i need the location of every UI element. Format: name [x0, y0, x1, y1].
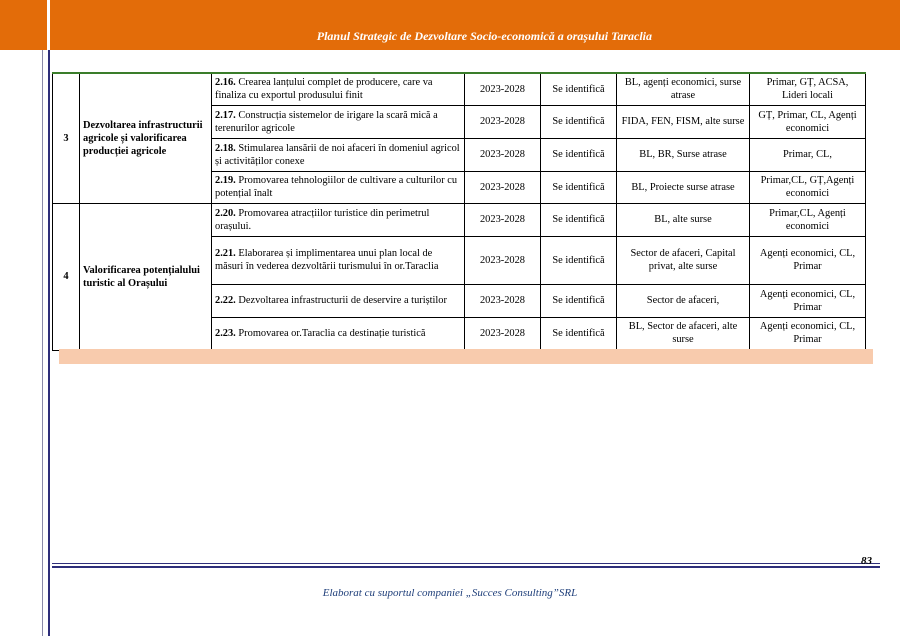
- page-number: 83: [861, 555, 872, 567]
- funding-cell: Se identifică: [541, 171, 617, 203]
- action-text: Crearea lanțului complet de producere, care va finaliza cu exportul produsului finit: [215, 77, 433, 102]
- sources-cell: Sector de afaceri, Capital privat, alte surse: [617, 236, 750, 284]
- action-cell: [212, 203, 465, 236]
- footer-rule-thin: [52, 563, 880, 564]
- sources-cell: BL, Proiecte surse atrase: [617, 171, 750, 203]
- action-text: Elaborarea și implimentarea unui plan local de măsuri în vederea dezvoltării turismului în or.Taraclia: [215, 248, 439, 272]
- action-code: 2.18.: [215, 142, 236, 154]
- action-code: 2.17.: [215, 109, 236, 121]
- action-text: Dezvoltarea infrastructurii de deservire a turiștilor: [235, 295, 447, 306]
- responsible-cell: Agenți economici, CL, Primar: [750, 284, 866, 317]
- period-cell: 2023-2028: [465, 284, 541, 317]
- action-text: Promovarea tehnologiilor de cultivare a culturilor cu potențial înalt: [215, 175, 458, 199]
- sources-cell: BL, alte surse: [617, 203, 750, 236]
- action-cell: [212, 171, 465, 203]
- responsible-cell: Primar, GȚ, ACSA, Lideri locali: [750, 73, 866, 105]
- period-cell: 2023-2028: [465, 203, 541, 236]
- action-code: 2.20.: [215, 207, 236, 219]
- action-text: Construcția sistemelor de irigare la scară mică a terenurilor agricole: [215, 109, 438, 134]
- sources-cell: FIDA, FEN, FISM, alte surse: [617, 105, 750, 138]
- group-number: 4: [53, 203, 80, 350]
- action-code: 2.16.: [215, 77, 236, 89]
- group-number: 3: [53, 73, 80, 203]
- funding-cell: Se identifică: [541, 73, 617, 105]
- action-text: Promovarea atracțiilor turistice din perimetrul orașului.: [215, 207, 430, 232]
- funding-cell: Se identifică: [541, 317, 617, 350]
- responsible-cell: Agenți economici, CL, Primar: [750, 317, 866, 350]
- responsible-cell: Agenți economici, CL, Primar: [750, 236, 866, 284]
- funding-cell: Se identifică: [541, 105, 617, 138]
- strategic-area: Valorificarea potențialului turistic al Orașului: [80, 203, 212, 350]
- sources-cell: Sector de afaceri,: [617, 284, 750, 317]
- action-code: 2.23.: [215, 327, 236, 339]
- action-code: 2.21.: [215, 248, 236, 259]
- funding-cell: Se identifică: [541, 236, 617, 284]
- funding-cell: Se identifică: [541, 203, 617, 236]
- action-cell: [212, 284, 465, 317]
- sources-cell: BL, Sector de afaceri, alte surse: [617, 317, 750, 350]
- footer-rule-thick: [52, 566, 880, 568]
- action-cell: [212, 138, 465, 171]
- table-row: [53, 73, 866, 105]
- sources-cell: BL, BR, Surse atrase: [617, 138, 750, 171]
- table-row: [53, 203, 866, 236]
- period-cell: 2023-2028: [465, 317, 541, 350]
- action-code: 2.19.: [215, 175, 236, 186]
- action-code: 2.22.: [215, 295, 236, 306]
- period-cell: 2023-2028: [465, 171, 541, 203]
- strategic-area: Dezvoltarea infrastructurii agricole și valorificarea producției agricole: [80, 73, 212, 203]
- sources-cell: BL, agenți economici, surse atrase: [617, 73, 750, 105]
- period-cell: 2023-2028: [465, 138, 541, 171]
- period-cell: 2023-2028: [465, 73, 541, 105]
- action-cell: [212, 236, 465, 284]
- funding-cell: Se identifică: [541, 138, 617, 171]
- footer-credit: Elaborat cu suportul companiei „Succes Consulting”SRL: [322, 587, 578, 599]
- responsible-cell: GȚ, Primar, CL, Agenți economici: [750, 105, 866, 138]
- action-text: Promovarea or.Taraclia ca destinație turistică: [235, 327, 426, 339]
- responsible-cell: Primar,CL, Agenți economici: [750, 203, 866, 236]
- responsible-cell: Primar, CL,: [750, 138, 866, 171]
- table-bottom-band: [59, 349, 873, 364]
- left-margin-line-thin: [42, 50, 43, 636]
- document-title: Planul Strategic de Dezvoltare Socio-economică a orașului Taraclia: [316, 29, 652, 43]
- strategic-actions-table: [52, 72, 866, 351]
- left-margin-line-thick: [48, 50, 50, 636]
- action-cell: [212, 317, 465, 350]
- action-cell: [212, 105, 465, 138]
- action-text: Stimularea lansării de noi afaceri în domeniul agricol și activităților conexe: [215, 142, 460, 167]
- funding-cell: Se identifică: [541, 284, 617, 317]
- period-cell: 2023-2028: [465, 236, 541, 284]
- period-cell: 2023-2028: [465, 105, 541, 138]
- action-cell: [212, 73, 465, 105]
- responsible-cell: Primar,CL, GȚ,Agenți economici: [750, 171, 866, 203]
